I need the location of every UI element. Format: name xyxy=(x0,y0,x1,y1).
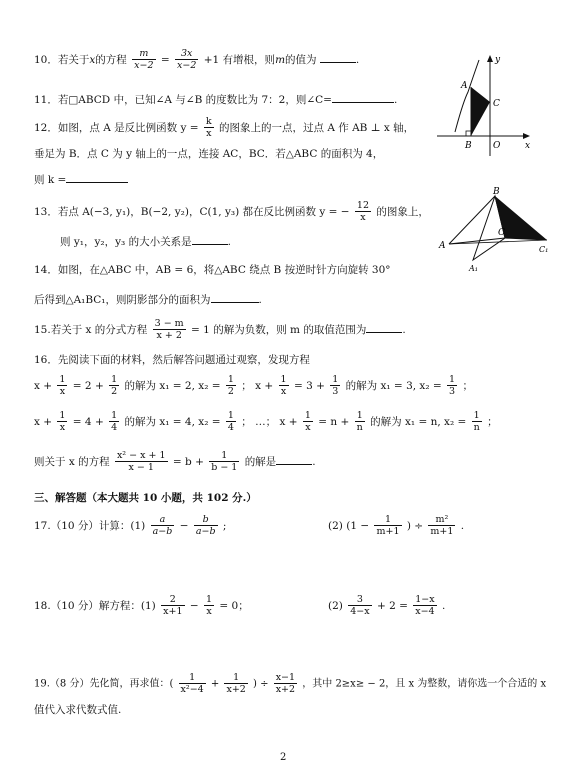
label-c1: C₁ xyxy=(539,245,549,254)
y-axis-arrow-icon xyxy=(487,55,493,62)
shaded-triangle xyxy=(471,87,490,136)
label-y: y xyxy=(495,55,501,65)
section-3-heading: 三、解答题（本大题共 10 小题，共 102 分.） xyxy=(34,492,257,504)
question-18-part2: (2) $\frac{3}{4-x}$ + 2 = $\frac{1-x}{x-4}$ . xyxy=(328,594,446,618)
right-angle-mark xyxy=(466,131,471,136)
label-b: B xyxy=(465,141,472,151)
label-a14: A xyxy=(439,241,446,251)
question-12-line3: 则 k = xyxy=(34,172,128,187)
question-12-line2: 垂足为 B．点 C 为 y 轴上的一点，连接 AC，BC．若△ABC 的面积为 4， xyxy=(34,148,384,160)
question-16-intro: 16．先阅读下面的材料，然后解答问题通过观察，发现方程 xyxy=(34,354,310,366)
question-12-line1: 12．如图，点 A 是反比例函数 y = $\frac{k}{x}$ 的图象上的一点，过点 A 作 AB ⊥ x 轴， xyxy=(34,116,415,140)
question-17-part2: (2) (1 − $\frac{1}{m+1}$ ) ÷ $\frac{\text{m²}}{m+1}$ . xyxy=(328,514,465,538)
x-axis-arrow-icon xyxy=(523,133,530,139)
label-a1: A₁ xyxy=(469,264,478,273)
answer-blank-10[interactable] xyxy=(320,52,356,63)
question-19-line1: 19.（8 分）先化简，再求值：( $\frac{1}{\text{x²−4}}$ + $\frac{1}{x+2}$ ) ÷ $\frac{x-1}{x+2}$ ，其中 2≥x≥ − 2，且 x 为整数，请你选一个合适的 x xyxy=(34,672,547,696)
question-11: 11．若□ABCD 中，已知∠A 与∠B 的度数比为 7：2，则∠C= . xyxy=(34,94,398,106)
label-c14: C xyxy=(498,228,505,238)
question-16-row2: x + $\frac{1}{x}$ = 4 + $\frac{1}{4}$ 的解为 x₁ = 4, x₂ = $\frac{1}{4}$ ； …； x + $\frac{1}{x}$ = n + $\frac{1}{n}$ 的解为 x₁ = n, x₂ = $\frac{1}{n}$ ； xyxy=(34,410,498,434)
label-b14: B xyxy=(493,187,500,197)
question-13-line2: 则 y₁，y₂，y₃ 的大小关系是 . xyxy=(60,236,231,248)
label-x: x xyxy=(525,141,531,151)
answer-blank-11[interactable] xyxy=(332,92,394,103)
label-o: O xyxy=(493,141,501,151)
question-15: 15.若关于 x 的分式方程 $\frac{3 - m}{x + 2}$ = 1 的解为负数，则 m 的取值范围为 . xyxy=(34,318,406,342)
page-number: 2 xyxy=(280,752,287,763)
question-16-final: 则关于 x 的方程 $\frac{\text{x² − x + 1}}{x - 1}$ = b + $\frac{1}{b - 1}$ 的解是 . xyxy=(34,450,316,474)
figure-q12 xyxy=(435,52,535,162)
question-10: 10．若关于x的方程 $\frac{m}{x-2}$ = $\frac{3x}{x-2}$ +1 有增根，则m的值为 . xyxy=(34,48,360,72)
question-16-row1: x + $\frac{1}{x}$ = 2 + $\frac{1}{2}$ 的解为 x₁ = 2, x₂ = $\frac{1}{2}$ ； x + $\frac{1}{x}$ = 3 + $\frac{1}{3}$ 的解为 x₁ = 3, x₂ = $\frac{1}{3}$ ； xyxy=(34,374,473,398)
question-18-part1: 18.（10 分）解方程：(1) $\frac{2}{x+1}$ − $\frac{1}{x}$ = 0； xyxy=(34,594,249,618)
question-13-line1: 13．若点 A(−3, y₁)，B(−2, y₂)，C(1, y₃) 都在反比例函数 y = − $\frac{12}{x}$ 的图象上， xyxy=(34,200,429,224)
answer-blank-12[interactable] xyxy=(66,172,128,183)
answer-blank-13[interactable] xyxy=(192,234,228,245)
figure-q14 xyxy=(435,186,555,278)
answer-blank-16[interactable] xyxy=(276,454,312,465)
label-c: C xyxy=(493,99,500,109)
question-19-line2: 值代入求代数式值. xyxy=(34,704,122,716)
answer-blank-14[interactable] xyxy=(211,292,259,303)
question-17-part1: 17.（10 分）计算：(1) $\frac{a}{a-b}$ − $\frac{b}{a-b}$ ; xyxy=(34,514,227,538)
question-14-line1: 14．如图，在△ABC 中，AB = 6，将△ABC 绕点 B 按逆时针方向旋转 30° xyxy=(34,264,391,276)
answer-blank-15[interactable] xyxy=(366,322,402,333)
label-a: A xyxy=(461,81,468,91)
question-14-line2: 后得到△A₁BC₁，则阴影部分的面积为 . xyxy=(34,294,262,306)
